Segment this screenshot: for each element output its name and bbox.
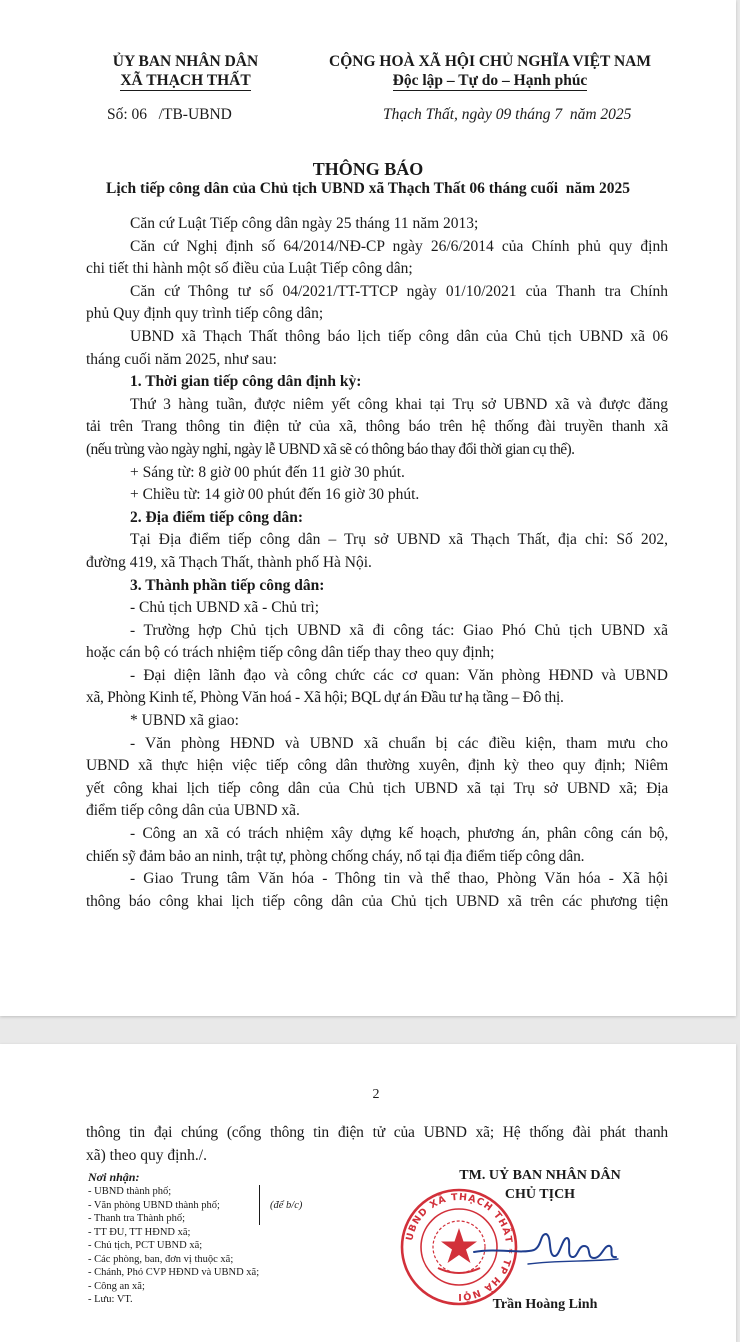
signer-name: Trần Hoàng Linh — [492, 1297, 598, 1312]
signing-organization: TM. UỶ BAN NHÂN DÂN — [459, 1168, 621, 1183]
announcement-intro-cont: tháng cuối năm 2025, như sau: — [86, 350, 277, 368]
place-and-date: Thạch Thất, ngày 09 tháng 7 năm 2025 — [383, 106, 632, 123]
recipient-item: - Công an xã; — [88, 1280, 145, 1292]
section-1-text: Thứ 3 hàng tuần, được niêm yết công khai tại Trụ sở UBND xã và được đăng — [130, 395, 668, 413]
recipient-item: - Văn phòng UBND thành phố; — [88, 1199, 220, 1211]
closing-text-cont: xã) theo quy định./. — [86, 1146, 207, 1164]
section-1-text-cont: tải trên Trang thông tin điện tử của xã, thông báo trên hệ thống đài truyền thanh xã — [86, 418, 668, 436]
signature-icon — [468, 1224, 638, 1274]
participant-1: - Chủ tịch UBND xã - Chủ trì; — [130, 599, 319, 617]
document-number: Số: 06 /TB-UBND — [107, 106, 232, 123]
closing-text: thông tin đại chúng (cổng thông tin điện tử của UBND xã; Hệ thống đài phát thanh — [86, 1124, 668, 1141]
recipients-brace — [259, 1185, 260, 1225]
assignment-1-cont-2: yết công khai lịch tiếp công dân của Chủ tịch UBND xã tại Trụ sở UBND xã; Địa — [86, 779, 668, 797]
recipients-list — [88, 1185, 259, 1307]
section-1-heading: 1. Thời gian tiếp công dân định kỳ: — [130, 373, 362, 391]
seal-ring-text: UBND XÃ THẠCH THẤT * TP HÀ NỘI — [404, 1191, 515, 1303]
assignment-3: - Giao Trung tâm Văn hóa - Thông tin và thể thao, Phòng Văn hóa - Xã hội — [130, 870, 668, 888]
recipient-item: - Các phòng, ban, đơn vị thuộc xã; — [88, 1253, 234, 1265]
issuer-commune: XÃ THẠCH THẤT — [120, 72, 251, 89]
legal-basis-3: Căn cứ Thông tư số 04/2021/TT-TTCP ngày 01/10/2021 của Thanh tra Chính — [130, 282, 668, 300]
issuer-name — [98, 52, 273, 71]
recipients-note: (để b/c) — [270, 1200, 303, 1211]
national-title: CỘNG HOÀ XÃ HỘI CHỦ NGHĨA VIỆT NAM — [329, 53, 651, 70]
document-page-2 — [0, 1044, 736, 1342]
document-body — [86, 213, 668, 913]
legal-basis-2-cont: chi tiết thi hành một số điều của Luật Tiếp công dân; — [86, 260, 413, 278]
assignment-2-cont: chiến sỹ đảm bảo an ninh, trật tự, phòng chống cháy, nổ tại địa điểm tiếp công dân. — [86, 847, 585, 865]
assignment-heading: * UBND xã giao: — [130, 712, 239, 730]
document-title: THÔNG BÁO — [312, 159, 424, 179]
legal-basis-1: Căn cứ Luật Tiếp công dân ngày 25 tháng 11 năm 2013; — [130, 215, 479, 232]
afternoon-hours: + Chiều từ: 14 giờ 00 phút đến 16 giờ 30 phút. — [130, 486, 420, 504]
legal-basis-2: Căn cứ Nghị định số 64/2014/NĐ-CP ngày 26/6/2014 của Chính phủ quy định — [130, 237, 668, 255]
section-3-heading: 3. Thành phần tiếp công dân: — [130, 576, 325, 594]
announcement-intro: UBND xã Thạch Thất thông báo lịch tiếp công dân của Chủ tịch UBND xã 06 — [130, 327, 668, 345]
document-subtitle: Lịch tiếp công dân của Chủ tịch UBND xã Thạch Thất 06 tháng cuối năm 2025 — [106, 180, 630, 197]
legal-basis-3-cont: phủ Quy định quy trình tiếp công dân; — [86, 305, 324, 323]
closing-paragraph — [86, 1122, 668, 1167]
recipient-item: - Lưu: VT. — [88, 1294, 133, 1305]
signing-title: CHỦ TỊCH — [504, 1187, 576, 1202]
section-2-heading: 2. Địa điểm tiếp công dân: — [130, 508, 304, 526]
section-2-address: Tại Địa điểm tiếp công dân – Trụ sở UBND xã Thạch Thất, địa chỉ: Số 202, — [130, 531, 668, 549]
national-motto: Độc lập – Tự do – Hạnh phúc — [392, 72, 588, 89]
recipient-item: - UBND thành phố; — [88, 1186, 172, 1197]
assignment-2: - Công an xã có trách nhiệm xây dựng kế hoạch, phương án, phân công cán bộ, — [130, 825, 668, 843]
issuer-line-1: ỦY BAN NHÂN DÂN — [112, 53, 259, 70]
section-2-address-cont: đường 419, xã Thạch Thất, thành phố Hà Nội. — [86, 553, 372, 571]
participant-2-cont: hoặc cán bộ có trách nhiệm tiếp công dân tiếp thay theo quy định; — [86, 644, 495, 662]
page-number: 2 — [372, 1087, 380, 1102]
section-1-text-note: (nếu trùng vào ngày nghỉ, ngày lễ UBND xã sẽ có thông báo thay đổi thời gian cụ thể). — [86, 440, 575, 458]
recipient-item: - Chủ tịch, PCT UBND xã; — [88, 1240, 203, 1251]
assignment-1-cont: UBND xã thực hiện việc tiếp công dân thường xuyên, định kỳ theo quy định; Niêm — [86, 757, 668, 775]
assignment-1-cont-3: điểm tiếp công dân của UBND xã. — [86, 802, 300, 820]
assignment-1: - Văn phòng HĐND và UBND xã chuẩn bị các điều kiện, tham mưu cho — [130, 734, 668, 752]
morning-hours: + Sáng từ: 8 giờ 00 phút đến 11 giờ 30 phút. — [130, 463, 405, 481]
assignment-3-cont: thông báo công khai lịch tiếp công dân của Chủ tịch UBND xã trên các phương tiện — [86, 892, 668, 910]
recipient-item: - TT ĐU, TT HĐND xã; — [88, 1226, 191, 1238]
recipients-label: Nơi nhận: — [88, 1170, 140, 1184]
participant-2: - Trường hợp Chủ tịch UBND xã đi công tác: Giao Phó Chủ tịch UBND xã — [130, 621, 668, 639]
recipient-item: - Chánh, Phó CVP HĐND và UBND xã; — [88, 1267, 260, 1278]
participant-3: - Đại diện lãnh đạo và công chức các cơ quan: Văn phòng HĐND và UBND — [130, 666, 668, 684]
participant-3-cont: xã, Phòng Kinh tế, Phòng Văn hoá - Xã hội; BQL dự án Đầu tư hạ tầng – Đô thị. — [86, 689, 564, 707]
recipient-item: - Thanh tra Thành phố; — [88, 1213, 186, 1224]
